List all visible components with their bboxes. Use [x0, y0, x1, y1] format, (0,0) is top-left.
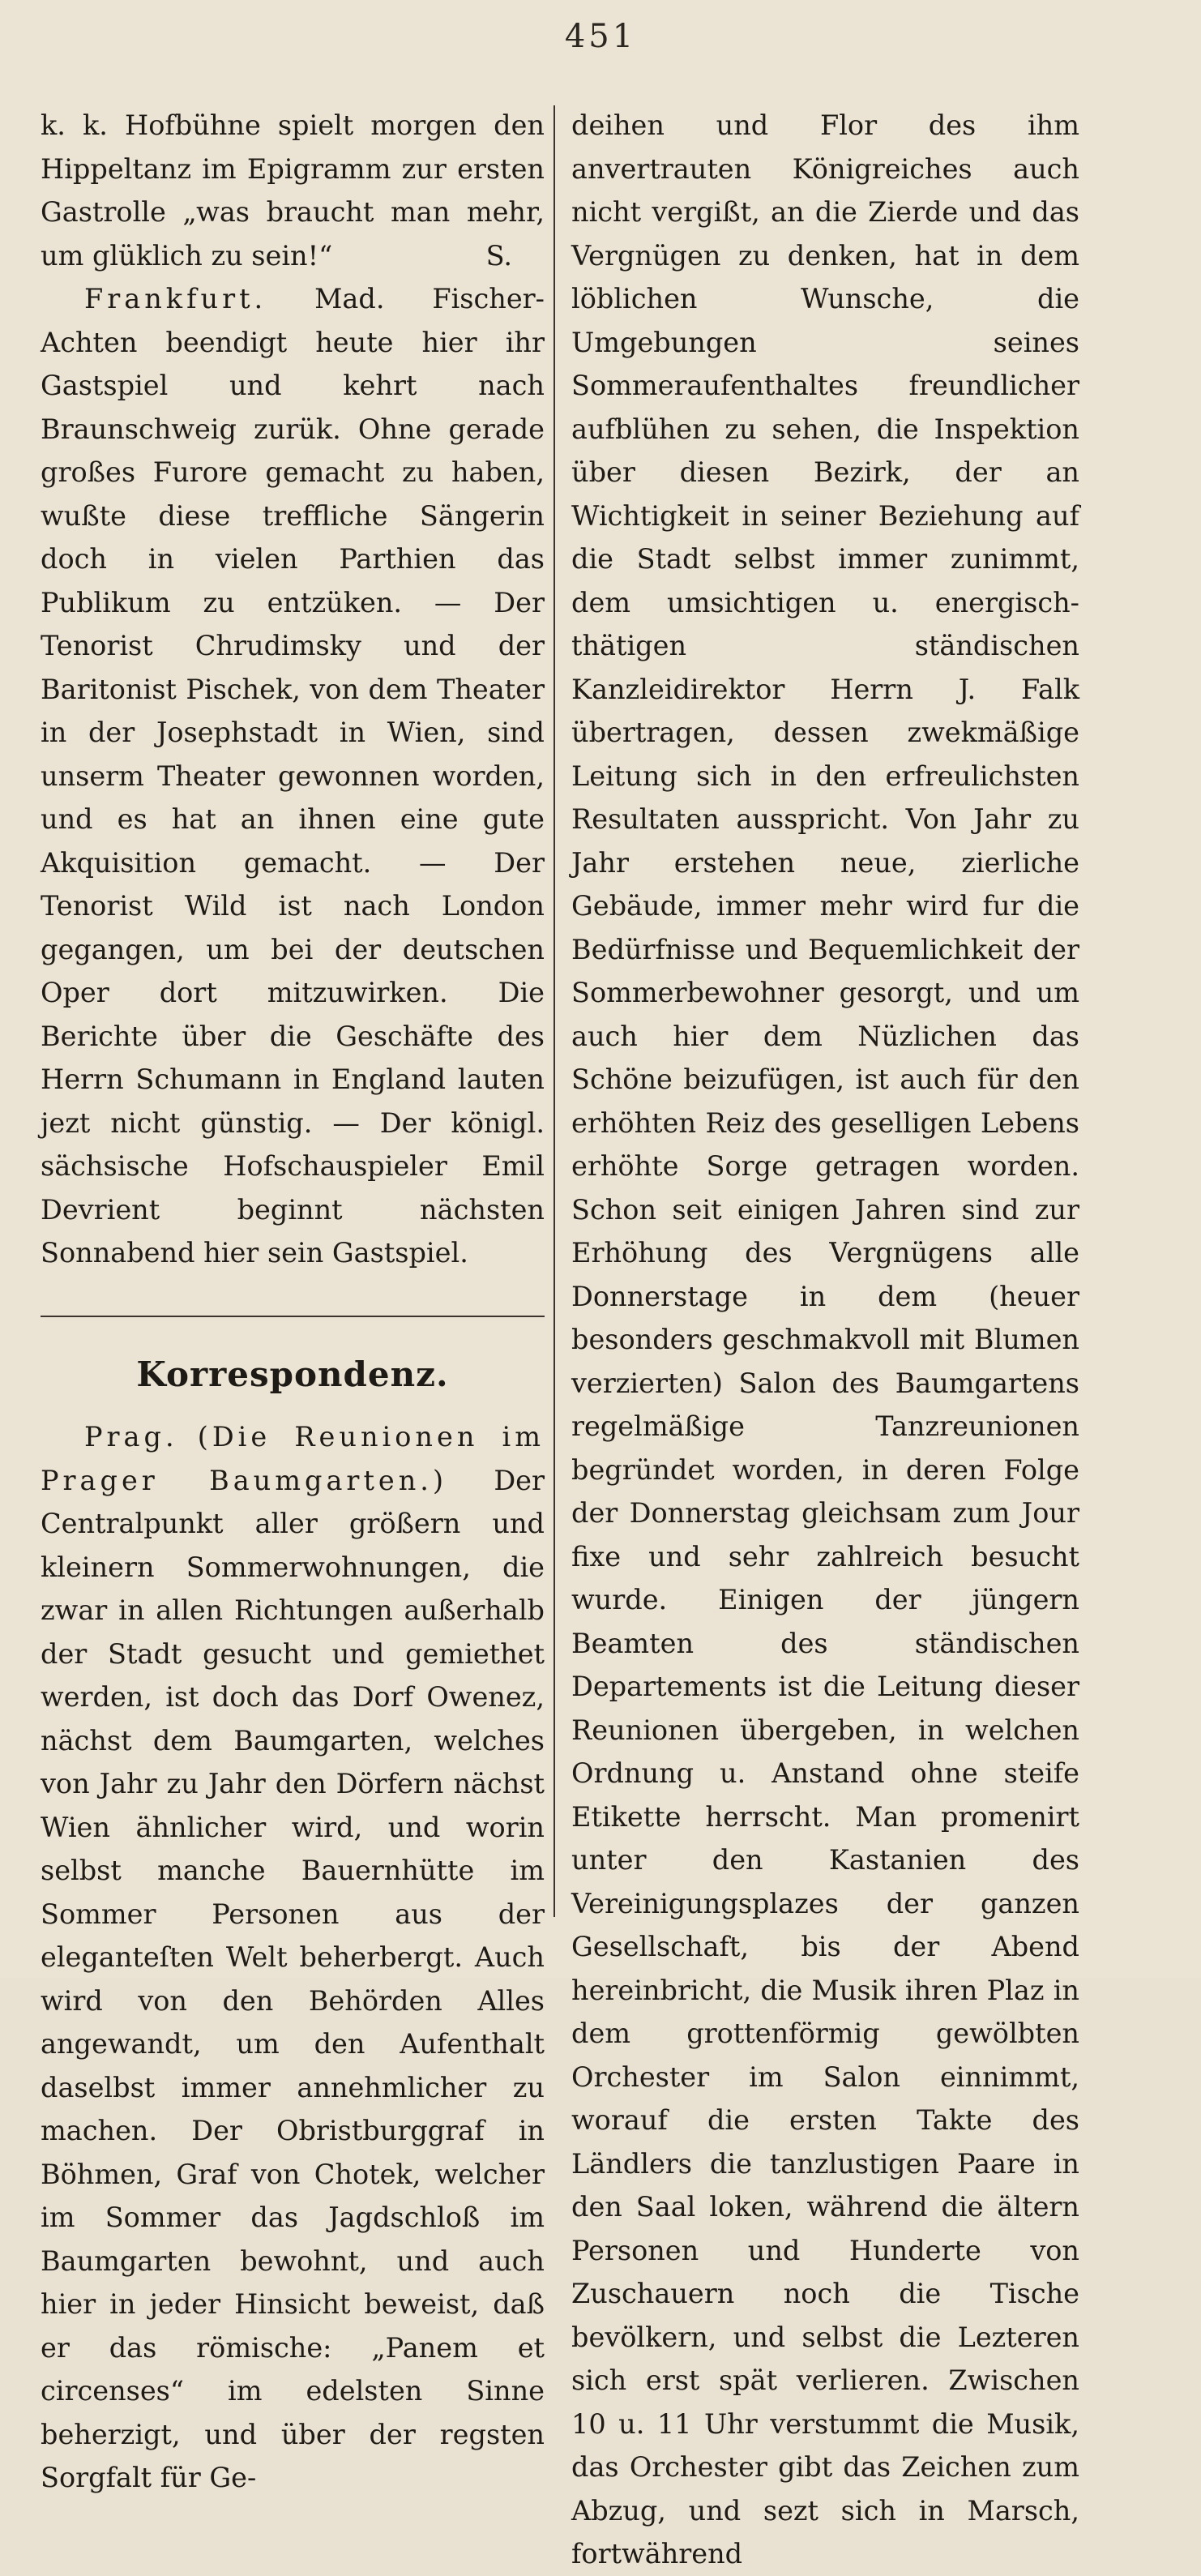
article-prag-continued: deihen und Flor des ihm anvertrauten Königreiches auch nicht vergißt, an die Zierde und das Vergnügen zu denken, hat in dem löblichen Wunsche, die Umgebungen seines Sommeraufenthaltes freundlicher aufblühen zu sehen, die Inspektion über diesen Bezirk, der an Wichtigkeit in seiner Beziehung auf die Stadt selbst immer zunimmt, dem umsichtigen u. energisch-thätigen ständischen Kanzleidirektor Herrn J. Falk übertragen, dessen zwekmäßige Leitung sich in den erfreulichsten Resultaten ausspricht. Von Jahr zu Jahr erstehen neue, zierliche Gebäude, immer mehr wird fur die Bedürfnisse und Bequemlichkeit der Sommerbewohner gesorgt, und um auch hier dem Nüzlichen das Schöne beizufügen, ist auch für den erhöhten Reiz des geselligen Lebens erhöhte Sorge getragen worden. Schon seit einigen Jahren sind zur Erhöhung des Vergnügens alle Donnerstage in dem (heuer besonders geschmakvoll mit Blumen verzierten) Salon des Baumgartens regelmäßige Tanzreunionen begründet worden, in deren Folge der Donnerstag gleichsam zum Jour fixe und sehr zahlreich besucht wurde. Einigen der jüngern Beamten des ständischen Departements ist die Leitung dieser Reunionen übergeben, in welchen Ordnung u. Anstand ohne steife Etikette herrscht. Man promenirt unter den Kastanien des Vereinigungsplazes der ganzen Gesellschaft, bis der Abend hereinbricht, die Musik ihren Plaz in dem grottenförmig gewölbten Orchester im Salon einnimmt, worauf die ersten Takte des Ländlers die tanzlustigen Paare in den Saal loken, während die ältern Personen und Hunderte von Zuschauern noch die Tische bevölkern, und selbst die Lezteren sich erst spät verlieren. Zwischen 10 u. 11 Uhr verstummt die Musik, das Orchester gibt das Zeichen zum Abzug, und sezt sich in Marsch, fortwährend — [571, 109, 1079, 2570]
article-prag-text: Der Centralpunkt aller größern und kleinern Sommerwohnungen, die zwar in allen Richtungen außerhalb der Stadt gesucht und gemiethet werden, ist doch das Dorf Owenez, nächst dem Baumgarten, welches von Jahr zu Jahr den Dörfern nächst Wien ähnlicher wird, und worin selbst manche Bauernhütte im Sommer Personen aus der eleganteſten Welt beherbergt. Auch wird von den Behörden Alles angewandt, um den Aufenthalt daselbst immer annehmlicher zu machen. Der Obristburggraf in Böhmen, Graf von Chotek, welcher im Sommer das Jagdschloß im Baumgarten bewohnt, und auch hier in jeder Hinsicht beweist, daß er das römische: „Panem et circenses“ im edelsten Sinne beherzigt, und über der regsten Sorgfalt für Ge- — [41, 1464, 545, 2493]
left-column — [41, 104, 545, 2500]
article-frankfurt-text: Mad. Fischer-Achten beendigt heute hier ihr Gastspiel und kehrt nach Braunschweig zurük. Ohne gerade großes Furore gemacht zu haben, wußte diese treffliche Sängerin doch in vielen Parthien das Publikum zu entzüken. — Der Tenorist Chrudimsky und der Baritonist Pischek, von dem Theater in der Josephstadt in Wien, sind unserm Theater gewonnen worden, und es hat an ihnen eine gute Akquisition gemacht. — Der Tenorist Wild ist nach London gegangen, um bei der deutschen Oper dort mitzuwirken. Die Berichte über die Geschäfte des Herrn Schumann in England lauten jezt nicht günstig. — Der königl. sächsische Hofschauspieler Emil Devrient beginnt nächsten Sonnabend hier sein Gastspiel. — [41, 283, 545, 1269]
column-divider — [553, 105, 555, 1917]
article-signature: S. — [485, 239, 512, 272]
right-column — [571, 104, 1079, 2576]
dateline-frankfurt: Frankfurt. — [84, 283, 267, 315]
article-hippeltanz — [41, 104, 545, 277]
article-prag — [41, 1415, 545, 2500]
dateline-prag: Prag. — [84, 1421, 178, 1453]
article-hippeltanz-text: k. k. Hofbühne spielt morgen den Hippeltanz im Epigramm zur ersten Gastrolle „was braucht man mehr, um glüklich zu sein!“ — [41, 109, 545, 272]
article-frankfurt — [41, 277, 545, 1275]
article-prag-subtitle: (Die Reunionen im Prager Baumgarten.) — [41, 1421, 545, 1496]
page-number: 451 — [564, 18, 637, 55]
section-divider — [41, 1316, 545, 1317]
section-heading: Korrespondenz. — [136, 1354, 449, 1394]
